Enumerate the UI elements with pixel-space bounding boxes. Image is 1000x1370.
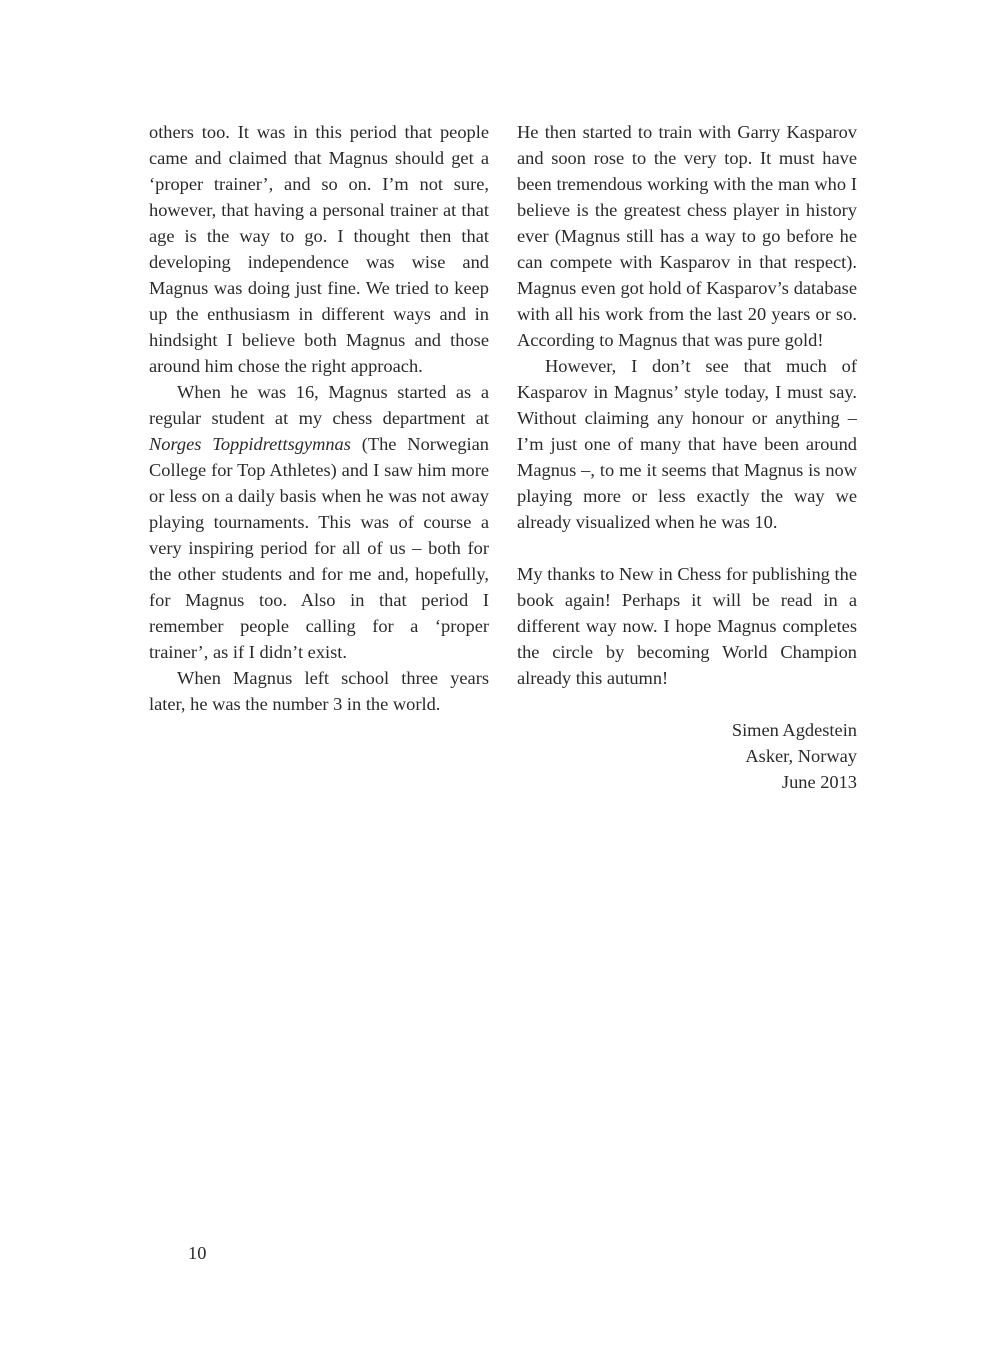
left-column	[149, 119, 489, 717]
page-number: 10	[188, 1243, 207, 1263]
paragraph-left-2-text-a: When he was 16, Magnus started as a regular student at my chess department at	[149, 382, 489, 428]
school-name-italic: Norges Toppidrettsgymnas	[149, 434, 351, 454]
paragraph-right-1: He then started to train with Garry Kasparov and soon rose to the very top. It must have been tremendous working with the man who I believe is the greatest chess player in history ever (Magnus still has a way to go before he can compete with Kasparov in that respect). Magnus even got hold of Kasparov’s database with all his work from the last 20 years or so. According to Magnus that was pure gold!	[517, 122, 857, 350]
paragraph-left-1: others too. It was in this period that people came and claimed that Magnus should get a ‘proper trainer’, and so on. I’m not sure, however, that having a personal trainer at that age is the way to go. I thought then that developing independence was wise and Magnus was doing just fine. We tried to keep up the enthusiasm in different ways and in hindsight I believe both Magnus and those around him chose the right approach.	[149, 122, 489, 376]
paragraph-left-3: When Magnus left school three years later, he was the number 3 in the world.	[149, 668, 489, 714]
right-column	[517, 119, 857, 795]
signature-date: June 2013	[781, 772, 857, 792]
paragraph-left-2-text-b: (The Norwegian College for Top Athletes) and I saw him more or less on a daily basis when he was not away playing tournaments. This was of course a very inspiring period for all of us – both for the other students and for me and, hopefully, for Magnus too. Also in that period I remember people calling for a ‘proper trainer’, as if I didn’t exist.	[149, 434, 489, 662]
signature-place: Asker, Norway	[745, 746, 857, 766]
paragraph-right-3: My thanks to New in Chess for publishing the book again! Perhaps it will be read in a different way now. I hope Magnus completes the circle by becoming World Champion already this autumn!	[517, 564, 857, 688]
paragraph-right-2: However, I don’t see that much of Kasparov in Magnus’ style today, I must say. Without claiming any honour or anything – I’m just one of many that have been around Magnus –, to me it seems that Magnus is now playing more or less exactly the way we already visualized when he was 10.	[517, 356, 857, 532]
signature-name: Simen Agdestein	[731, 720, 857, 740]
paragraph-left-2	[149, 379, 489, 665]
signature-block	[517, 717, 857, 795]
